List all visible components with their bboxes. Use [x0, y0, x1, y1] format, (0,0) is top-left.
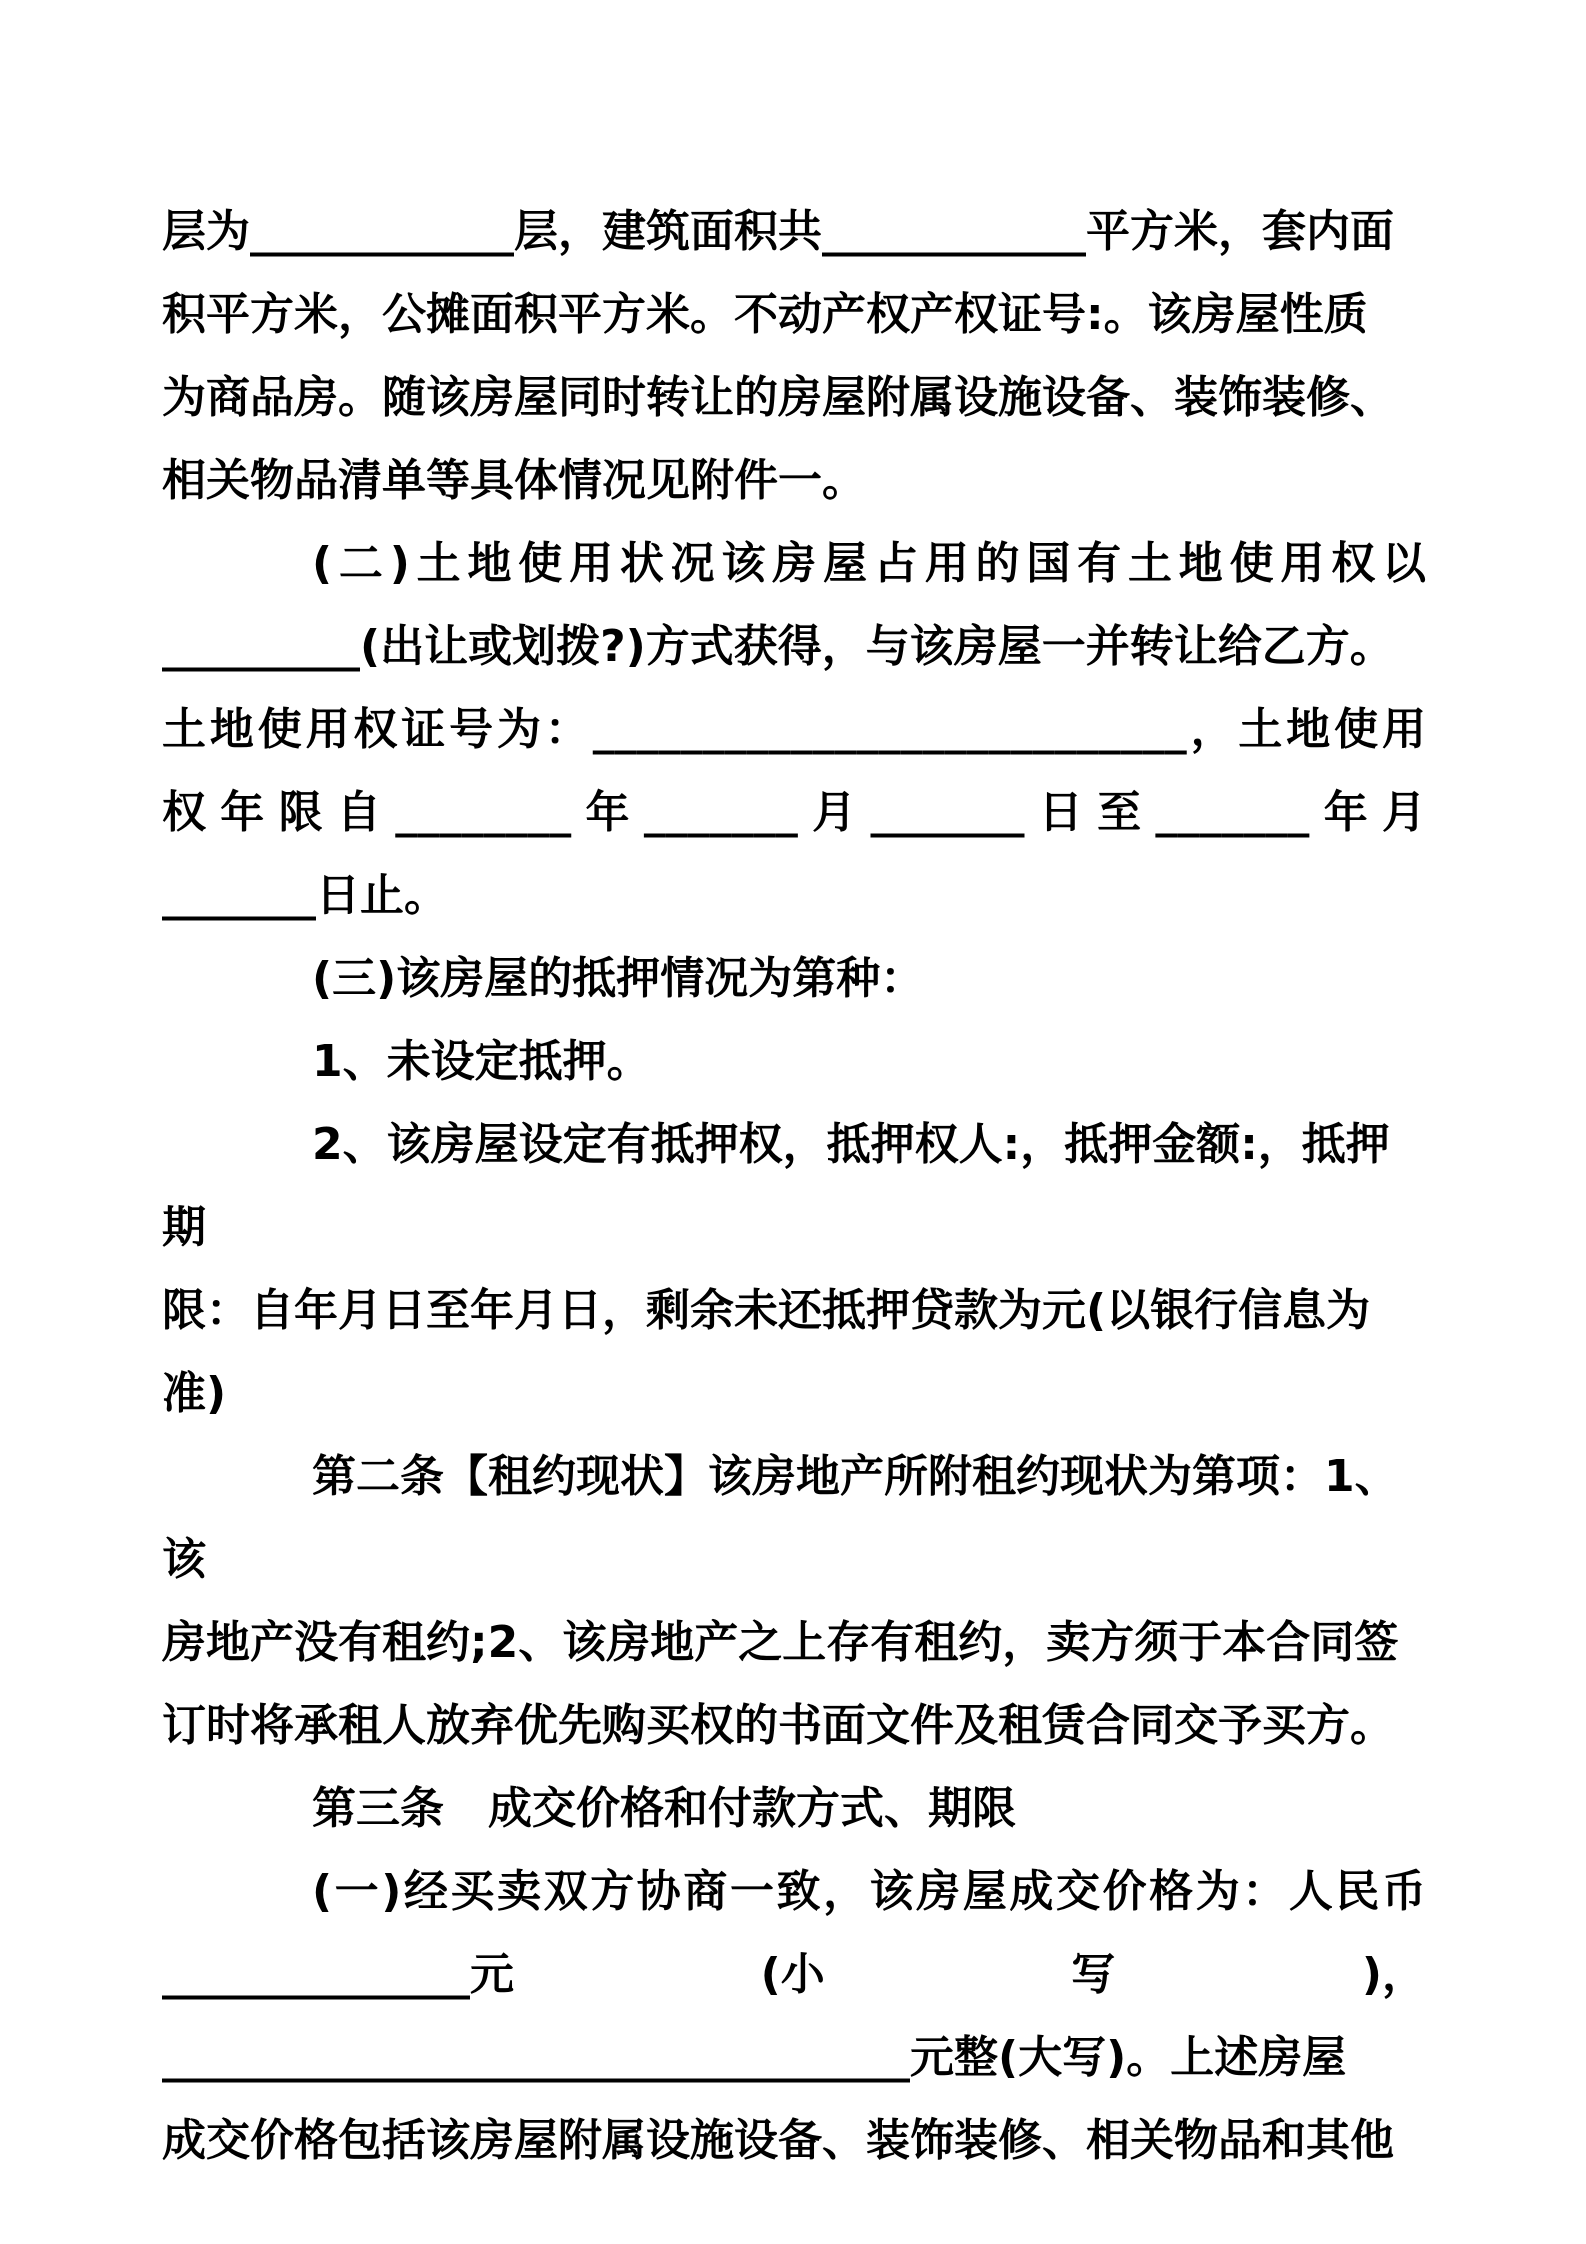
doc-line-mortgage-note-end: 准) — [162, 1368, 227, 1419]
doc-line-attachment-ref: 相关物品清单等具体情况见附件一。 — [162, 455, 866, 506]
contract-body-text — [162, 190, 1426, 2182]
price-numeric-blank: ______________元 — [162, 1949, 514, 2000]
doc-line-land-use-status: (二)土地使用状况该房屋占用的国有土地使用权以 — [312, 538, 1426, 589]
doc-line-price-includes: 成交价格包括该房屋附属设施设备、装饰装修、相关物品和其他 — [162, 2115, 1394, 2166]
doc-line-no-mortgage: 1、未设定抵押。 — [312, 1036, 651, 1087]
doc-line-no-lease: 房地产没有租约;2、该房地产之上存有租约，卖方须于本合同签 — [162, 1617, 1399, 1668]
doc-line-price-in-words: __________________________________元整(大写)。上述房屋 — [162, 2032, 1347, 2083]
doc-line-inner-area: 积平方米，公摊面积平方米。不动产权产权证号:。该房屋性质 — [162, 289, 1368, 340]
doc-line-mortgage-term: 限：自年月日至年月日，剩余未还抵押贷款为元(以银行信息为 — [162, 1285, 1371, 1336]
doc-line-term-end: _______日止。 — [162, 870, 448, 921]
price-small-write: 写 — [1071, 1949, 1116, 2000]
doc-line-lease-waiver: 订时将承租人放弃优先购买权的书面文件及租赁合同交予买方。 — [162, 1700, 1394, 1751]
doc-line-land-cert-number: 土地使用权证号为：___________________________，土地使用 — [162, 704, 1426, 755]
doc-line-price-numeric — [162, 1933, 1426, 2016]
doc-line-commodity-house: 为商品房。随该房屋同时转让的房屋附属设施设备、装饰装修、 — [162, 372, 1394, 423]
doc-line-has-mortgage: 2、该房屋设定有抵押权，抵押权人:，抵押金额:，抵押期 — [162, 1119, 1390, 1253]
doc-line-land-grant-method: _________(出让或划拨?)方式获得，与该房屋一并转让给乙方。 — [162, 621, 1394, 672]
doc-line-land-use-term: 权年限自________年_______月_______日至_______年月 — [162, 787, 1426, 838]
doc-line-mortgage-status: (三)该房屋的抵押情况为第种： — [312, 953, 925, 1004]
doc-line-floor-area: 层为____________层，建筑面积共____________平方米，套内面 — [162, 206, 1394, 257]
price-small-close: )， — [1361, 1949, 1426, 2000]
clause-2-rental-status-heading: 第二条【租约现状】该房地产所附租约现状为第项：1、该 — [162, 1451, 1399, 1585]
price-small-open: (小 — [760, 1949, 825, 2000]
clause-3-price-heading: 第三条 成交价格和付款方式、期限 — [312, 1783, 1016, 1834]
doc-line-agreed-price: (一)经买卖双方协商一致，该房屋成交价格为：人民币 — [312, 1866, 1426, 1917]
